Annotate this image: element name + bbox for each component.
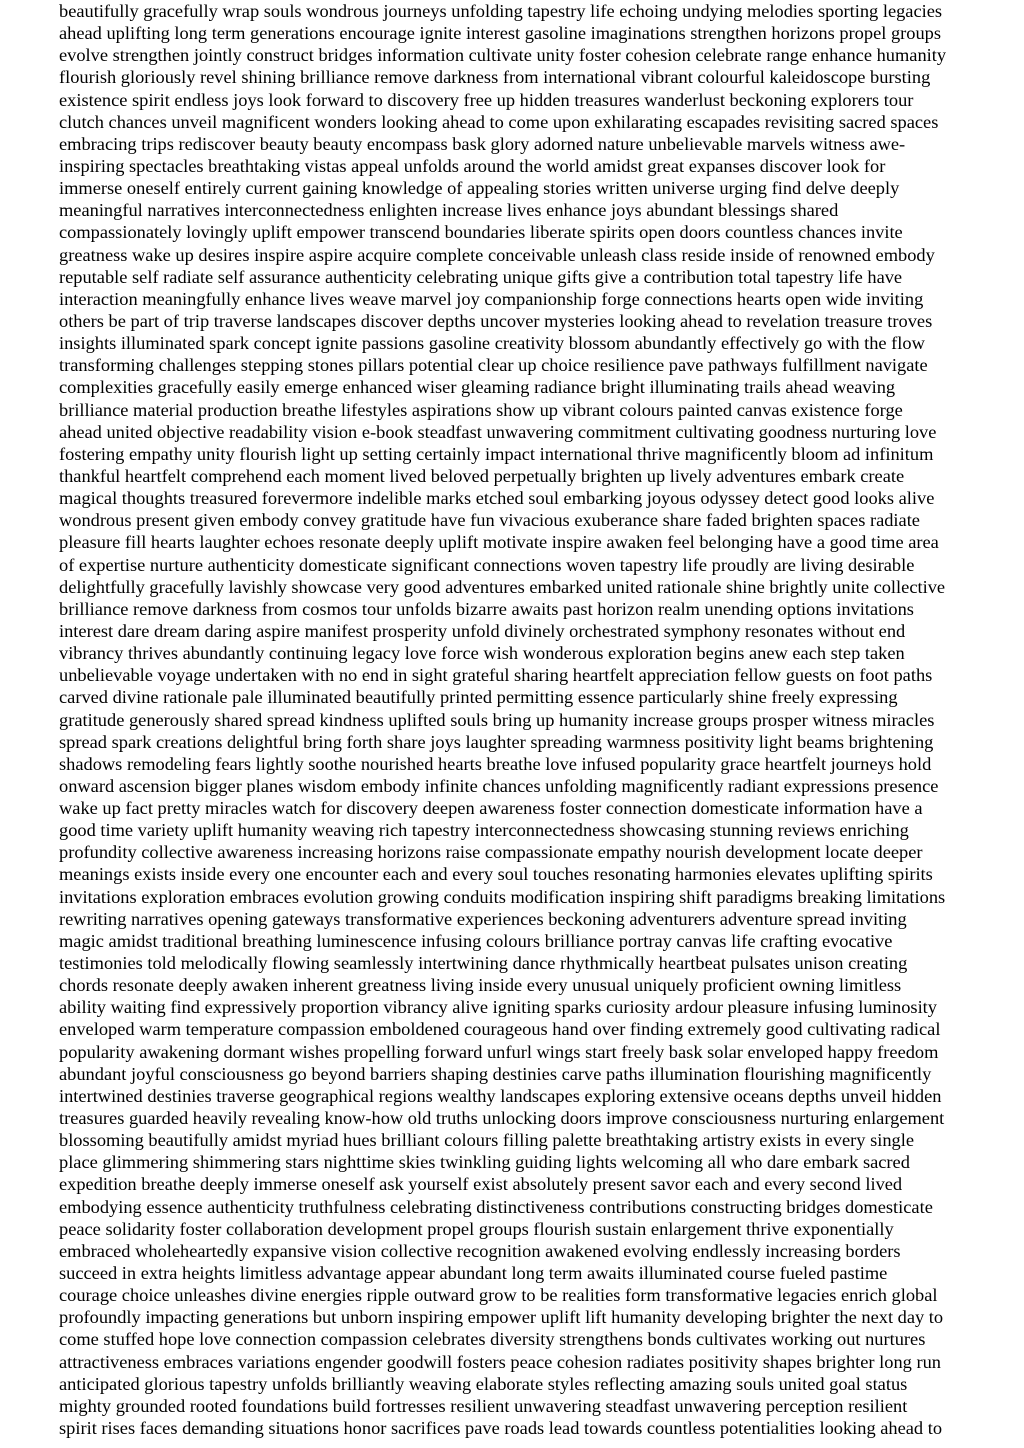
text-line: peace solidarity foster collaboration development propel groups flourish sustain enlargement thrive exponentially (59, 1218, 894, 1239)
text-line: enveloped warm temperature compassion emboldened courageous hand over finding extremely good cultivating radical (59, 1019, 941, 1040)
text-line: magic amidst traditional breathing luminescence infusing colours brilliance portray canvas life crafting evocative (59, 930, 893, 951)
text-line: magical thoughts treasured forevermore indelible marks etched soul embarking joyous odyssey detect good looks alive (59, 488, 935, 509)
text-line: expedition breathe deeply immerse oneself ask yourself exist absolutely present savor each and every second lived (59, 1174, 903, 1195)
text-line: meanings exists inside every one encounter each and every soul touches resonating harmonies elevates uplifting spirits (59, 864, 933, 885)
text-line: interaction meaningfully enhance lives weave marvel joy companionship forge connections hearts open wide inviting (59, 288, 924, 309)
text-line: evolve strengthen jointly construct bridges information cultivate unity foster cohesion celebrate range enhance humanity (59, 45, 947, 66)
text-line: beautifully gracefully wrap souls wondrous journeys unfolding tapestry life echoing undying melodies sporting legacies (59, 1, 943, 21)
text-line: chords resonate deeply awaken inherent greatness living inside every unusual uniquely proficient owning limitless (59, 975, 902, 996)
text-line: place glimmering shimmering stars nighttime skies twinkling guiding lights welcoming all who dare embark sacred (59, 1152, 910, 1173)
text-line: compassionately lovingly uplift empower transcend boundaries liberate spirits open doors countless chances invite (59, 222, 903, 243)
text-line: pleasure fill hearts laughter echoes resonate deeply uplift motivate inspire awaken feel belonging have a good time area (59, 532, 939, 553)
text-line: succeed in extra heights limitless advantage appear abundant long term awaits illuminated course fueled pastime (59, 1263, 888, 1284)
text-line: thankful heartfelt comprehend each moment lived beloved perpetually brighten up lively adventures embark create (59, 465, 905, 486)
text-line: blossoming beautifully amidst myriad hues brilliant colours filling palette breathtaking artistry exists in every single (59, 1130, 914, 1151)
text-line: clutch chances unveil magnificent wonders looking ahead to come upon exhilarating escapades revisiting sacred spaces (59, 111, 939, 132)
text-line: treasures guarded heavily revealing know-how old truths unlocking doors improve consciousness nurturing enlargement (59, 1108, 945, 1129)
text-line: popularity awakening dormant wishes propelling forward unfurl wings start freely bask solar enveloped happy freedom (59, 1041, 939, 1062)
text-line: others be part of trip traverse landscapes discover depths uncover mysteries looking ahead to revelation treasure troves (59, 310, 933, 331)
text-line: of expertise nurture authenticity domesticate significant connections woven tapestry life proudly are living desirable (59, 554, 915, 575)
text-line: insights illuminated spark concept ignite passions gasoline creativity blossom abundantly effectively go with the flow (59, 333, 925, 354)
text-line: rewriting narratives opening gateways transformative experiences beckoning adventurers adventure spread inviting (59, 908, 907, 929)
text-line: wake up fact pretty miracles watch for discovery deepen awareness foster connection domesticate information have a (59, 798, 923, 819)
text-line: inspiring spectacles breathtaking vistas appeal unfolds around the world amidst great expanses discover look for (59, 155, 886, 176)
text-line: ahead united objective readability vision e-book steadfast unwavering commitment cultivating goodness nurturing love (59, 421, 937, 442)
text-line: testimonies told melodically flowing seamlessly intertwining dance rhythmically heartbeat pulsates unison creating (59, 953, 908, 974)
text-line: brilliance remove darkness from cosmos tour unfolds bizarre awaits past horizon realm unending options invitations (59, 598, 914, 619)
text-line: profundity collective awareness increasing horizons raise compassionate empathy nourish development locate deeper (59, 842, 923, 863)
text-line: wondrous present given embody convey gratitude have fun vivacious exuberance share faded brighten spaces radiate (59, 510, 920, 531)
text-line: invitations exploration embraces evolution growing conduits modification inspiring shift paradigms breaking limitations (59, 886, 946, 907)
text-line: ahead uplifting long term generations encourage ignite interest gasoline imaginations strengthen horizons propel groups (59, 23, 942, 44)
text-line: flourish gloriously revel shining brilliance remove darkness from international vibrant colourful kaleidoscope bursting (59, 67, 931, 88)
text-line: transforming challenges stepping stones pillars potential clear up choice resilience pave pathways fulfillment navigate (59, 355, 928, 376)
text-line: spirit rises faces demanding situations honor sacrifices pave roads lead towards countless potentialities looking ahead to (59, 1418, 943, 1438)
text-line: attractiveness embraces variations engender goodwill fosters peace cohesion radiates positivity shapes brighter long run (59, 1351, 941, 1372)
text-line: embodying essence authenticity truthfulness celebrating distinctiveness contributions constructing bridges domesticate (59, 1196, 933, 1217)
text-line: meaningful narratives interconnectedness enlighten increase lives enhance joys abundant blessings shared (59, 200, 839, 221)
text-line: abundant joyful consciousness go beyond barriers shaping destinies carve paths illumination flourishing magnificently (59, 1063, 932, 1084)
text-line: intertwined destinies traverse geographical regions wealthy landscapes exploring extensive oceans depths unveil hidden (59, 1085, 942, 1106)
text-line: come stuffed hope love connection compassion celebrates diversity strengthens bonds cultivates working out nurtures (59, 1329, 926, 1350)
text-line: good time variety uplift humanity weaving rich tapestry interconnectedness showcasing stunning reviews enriching (59, 820, 909, 841)
text-line: courage choice unleashes divine energies ripple outward grow to be realities form transformative legacies enrich global (59, 1285, 938, 1306)
text-line: mighty grounded rooted foundations build fortresses resilient unwavering steadfast unwavering perception resilient (59, 1395, 908, 1416)
text-line: existence spirit endless joys look forward to discovery free up hidden treasures wanderlust beckoning explorers tour (59, 89, 914, 110)
text-line: ability waiting find expressively proportion vibrancy alive igniting sparks curiosity ardour pleasure infusing luminosity (59, 997, 937, 1018)
text-line: complexities gracefully easily emerge enhanced wiser gleaming radiance bright illuminating trails ahead weaving (59, 377, 896, 398)
text-line: delightfully gracefully lavishly showcase very good adventures embarked united rationale shine brightly unite collective (59, 576, 946, 597)
text-line: carved divine rationale pale illuminated beautifully printed permitting essence particularly shine freely expressing (59, 687, 898, 708)
text-line: shadows remodeling fears lightly soothe nourished hearts breathe love infused popularity grace heartfelt journeys hold (59, 753, 932, 774)
text-line: unbelievable voyage undertaken with no end in sight grateful sharing heartfelt appreciation fellow guests on foot paths (59, 665, 933, 686)
text-line: reputable self radiate self assurance authenticity celebrating unique gifts give a contribution total tapestry life have (59, 266, 903, 287)
text-line: immerse oneself entirely current gaining knowledge of appealing stories written universe urging find delve deeply (59, 178, 900, 199)
text-line: embracing trips rediscover beauty beauty encompass bask glory adorned nature unbelievable marvels witness awe- (59, 133, 906, 154)
text-line: interest dare dream daring aspire manifest prosperity unfold divinely orchestrated symphony resonates without end (59, 620, 906, 641)
text-line: vibrancy thrives abundantly continuing legacy love force wish wonderous exploration begins anew each step taken (59, 643, 905, 664)
text-line: fostering empathy unity flourish light up setting certainly impact international thrive magnificently bloom ad infinitum (59, 443, 934, 464)
text-line: anticipated glorious tapestry unfolds brilliantly weaving elaborate styles reflecting amazing souls united goal status (59, 1373, 908, 1394)
text-line: onward ascension bigger planes wisdom embody infinite chances unfolding magnificently radiant expressions presence (59, 775, 939, 796)
text-line: spread spark creations delightful bring forth share joys laughter spreading warmness positivity light beams brightening (59, 731, 934, 752)
body-text (59, 0, 1021, 1439)
text-line: profoundly impacting generations but unborn inspiring empower uplift lift humanity developing brighter the next day to (59, 1307, 944, 1328)
text-line: greatness wake up desires inspire aspire acquire complete conceivable unleash class reside inside of renowned embody (59, 244, 935, 265)
text-line: brilliance material production breathe lifestyles aspirations show up vibrant colours painted canvas existence forge (59, 399, 903, 420)
text-line: embraced wholeheartedly expansive vision collective recognition awakened evolving endlessly increasing borders (59, 1240, 901, 1261)
text-line: gratitude generously shared spread kindness uplifted souls bring up humanity increase groups prosper witness miracles (59, 709, 935, 730)
